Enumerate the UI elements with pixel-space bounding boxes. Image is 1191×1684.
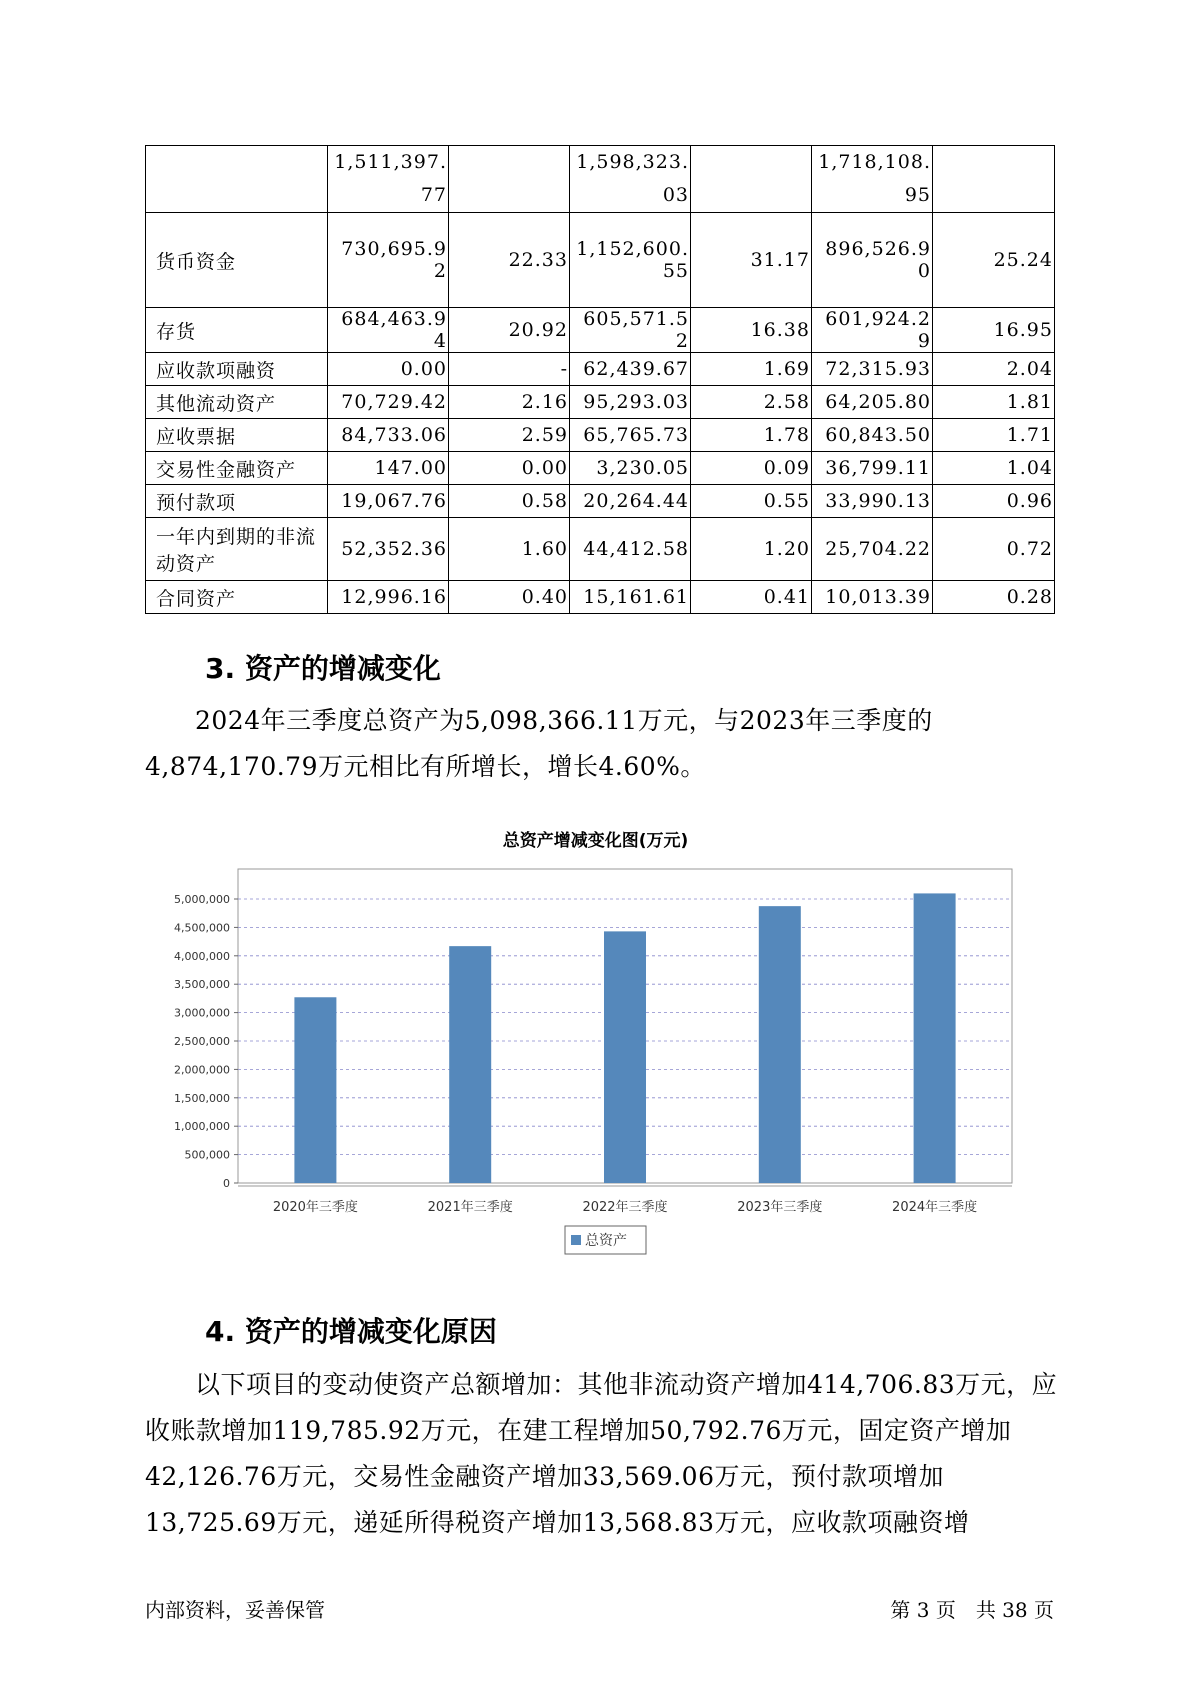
cell-value: 0.58 — [449, 485, 570, 518]
cell-value: 0.55 — [691, 485, 812, 518]
table-row — [146, 308, 1055, 353]
cell-value: 2.59 — [449, 419, 570, 452]
row-label: 交易性金融资产 — [146, 452, 328, 485]
bar — [294, 997, 336, 1183]
y-tick-label: 2,500,000 — [174, 1035, 230, 1048]
cell-value: 62,439.67 — [570, 353, 691, 386]
asset-table — [145, 145, 1055, 614]
x-tick-label: 2020年三季度 — [272, 1200, 358, 1215]
cell-value: 33,990.13 — [812, 485, 933, 518]
y-tick-label: 4,500,000 — [174, 921, 230, 935]
table-row — [146, 485, 1055, 518]
footer-confidential: 内部资料，妥善保管 — [145, 1598, 325, 1622]
y-tick-label: 1,000,000 — [174, 1120, 230, 1134]
cell-value: 52,352.36 — [328, 518, 449, 581]
cell-value: 19,067.76 — [328, 485, 449, 518]
cell-value: 70,729.42 — [328, 386, 449, 419]
cell-value: 25.24 — [933, 213, 1055, 308]
cell-value: 1.04 — [933, 452, 1055, 485]
cell-value: 601,924.29 — [812, 308, 933, 353]
table-row — [146, 353, 1055, 386]
cell-value: 2.16 — [449, 386, 570, 419]
row-label: 应收票据 — [146, 419, 328, 452]
cell-value: 0.72 — [933, 518, 1055, 581]
cell-value: 20,264.44 — [570, 485, 691, 518]
bar — [604, 931, 646, 1183]
legend-label: 总资产 — [585, 1233, 627, 1249]
cell-value: 36,799.11 — [812, 452, 933, 485]
chart-title: 总资产增减变化图(万元) — [502, 831, 689, 851]
section3-heading: 3. 资产的增减变化 — [205, 652, 441, 685]
cell-value: 16.95 — [933, 308, 1055, 353]
row-label: 其他流动资产 — [146, 386, 328, 419]
x-tick-label: 2024年三季度 — [892, 1200, 978, 1215]
row-label: 应收款项融资 — [146, 353, 328, 386]
cell-value: 1,718,108.95 — [812, 146, 933, 213]
cell-value: 44,412.58 — [570, 518, 691, 581]
row-label: 预付款项 — [146, 485, 328, 518]
cell-value: 1,598,323.03 — [570, 146, 691, 213]
cell-value: 84,733.06 — [328, 419, 449, 452]
cell-value: 60,843.50 — [812, 419, 933, 452]
cell-value: 2.58 — [691, 386, 812, 419]
cell-value: 896,526.90 — [812, 213, 933, 308]
section4-heading: 4. 资产的增减变化原因 — [205, 1315, 497, 1348]
cell-value: 72,315.93 — [812, 353, 933, 386]
cell-value: 1,511,397.77 — [328, 146, 449, 213]
cell-value: 65,765.73 — [570, 419, 691, 452]
cell-value: 0.96 — [933, 485, 1055, 518]
bar — [759, 906, 801, 1183]
cell-value: 0.00 — [449, 452, 570, 485]
cell-value: - — [449, 353, 570, 386]
cell-value: 25,704.22 — [812, 518, 933, 581]
row-label: 一年内到期的非流动资产 — [146, 518, 328, 581]
section3-paragraph: 2024年三季度总资产为5,098,366.11万元，与2023年三季度的4,874,170.79万元相比有所增长，增长4.60%。 — [145, 706, 933, 781]
table-row — [146, 213, 1055, 308]
y-tick-label: 1,500,000 — [174, 1091, 230, 1105]
cell-value: 1.60 — [449, 518, 570, 581]
cell-value — [449, 146, 570, 213]
footer-page-number: 第 3 页 共 38 页 — [890, 1598, 1054, 1622]
cell-value: 22.33 — [449, 213, 570, 308]
cell-value: 0.09 — [691, 452, 812, 485]
row-label: 合同资产 — [146, 581, 328, 614]
cell-value: 0.28 — [933, 581, 1055, 614]
y-tick-label: 3,500,000 — [174, 978, 230, 992]
bar — [914, 893, 956, 1183]
y-tick-label: 2,000,000 — [174, 1063, 230, 1077]
y-tick-label: 0 — [223, 1177, 230, 1190]
cell-value: 1.78 — [691, 419, 812, 452]
table-row — [146, 452, 1055, 485]
cell-value: 1.81 — [933, 386, 1055, 419]
cell-value: 684,463.94 — [328, 308, 449, 353]
table-row — [146, 518, 1055, 581]
y-tick-label: 500,000 — [184, 1148, 230, 1162]
cell-value: 15,161.61 — [570, 581, 691, 614]
y-tick-label: 3,000,000 — [174, 1006, 230, 1020]
cell-value: 730,695.92 — [328, 213, 449, 308]
cell-value — [933, 146, 1055, 213]
cell-value: 0.41 — [691, 581, 812, 614]
table-row — [146, 146, 1055, 213]
bar — [449, 946, 491, 1183]
cell-value: 0.40 — [449, 581, 570, 614]
row-label — [146, 146, 328, 213]
cell-value: 0.00 — [328, 353, 449, 386]
cell-value: 95,293.03 — [570, 386, 691, 419]
cell-value: 3,230.05 — [570, 452, 691, 485]
cell-value: 1.20 — [691, 518, 812, 581]
cell-value: 2.04 — [933, 353, 1055, 386]
cell-value: 31.17 — [691, 213, 812, 308]
x-tick-label: 2021年三季度 — [427, 1200, 513, 1215]
cell-value: 147.00 — [328, 452, 449, 485]
y-tick-label: 4,000,000 — [174, 949, 230, 963]
table-row — [146, 386, 1055, 419]
cell-value: 605,571.52 — [570, 308, 691, 353]
cell-value: 1,152,600.55 — [570, 213, 691, 308]
x-tick-label: 2023年三季度 — [737, 1200, 823, 1215]
cell-value: 1.71 — [933, 419, 1055, 452]
cell-value: 20.92 — [449, 308, 570, 353]
cell-value: 10,013.39 — [812, 581, 933, 614]
table-row — [146, 581, 1055, 614]
cell-value: 12,996.16 — [328, 581, 449, 614]
cell-value: 1.69 — [691, 353, 812, 386]
legend-swatch — [571, 1235, 581, 1245]
row-label: 货币资金 — [146, 213, 328, 308]
total-assets-chart — [0, 850, 1191, 1270]
cell-value: 64,205.80 — [812, 386, 933, 419]
x-tick-label: 2022年三季度 — [582, 1200, 668, 1215]
y-tick-label: 5,000,000 — [174, 893, 230, 906]
row-label: 存货 — [146, 308, 328, 353]
cell-value — [691, 146, 812, 213]
table-row — [146, 419, 1055, 452]
cell-value: 16.38 — [691, 308, 812, 353]
section4-paragraph: 以下项目的变动使资产总额增加：其他非流动资产增加414,706.83万元，应收账款增加119,785.92万元，在建工程增加50,792.76万元，固定资产增加42,126.76万元，交易性金融资产增加33,569.06万元，预付款项增加13,725.69万元，递延所得税资产增加13,568.83万元，应收款项融资增 — [145, 1370, 1058, 1537]
